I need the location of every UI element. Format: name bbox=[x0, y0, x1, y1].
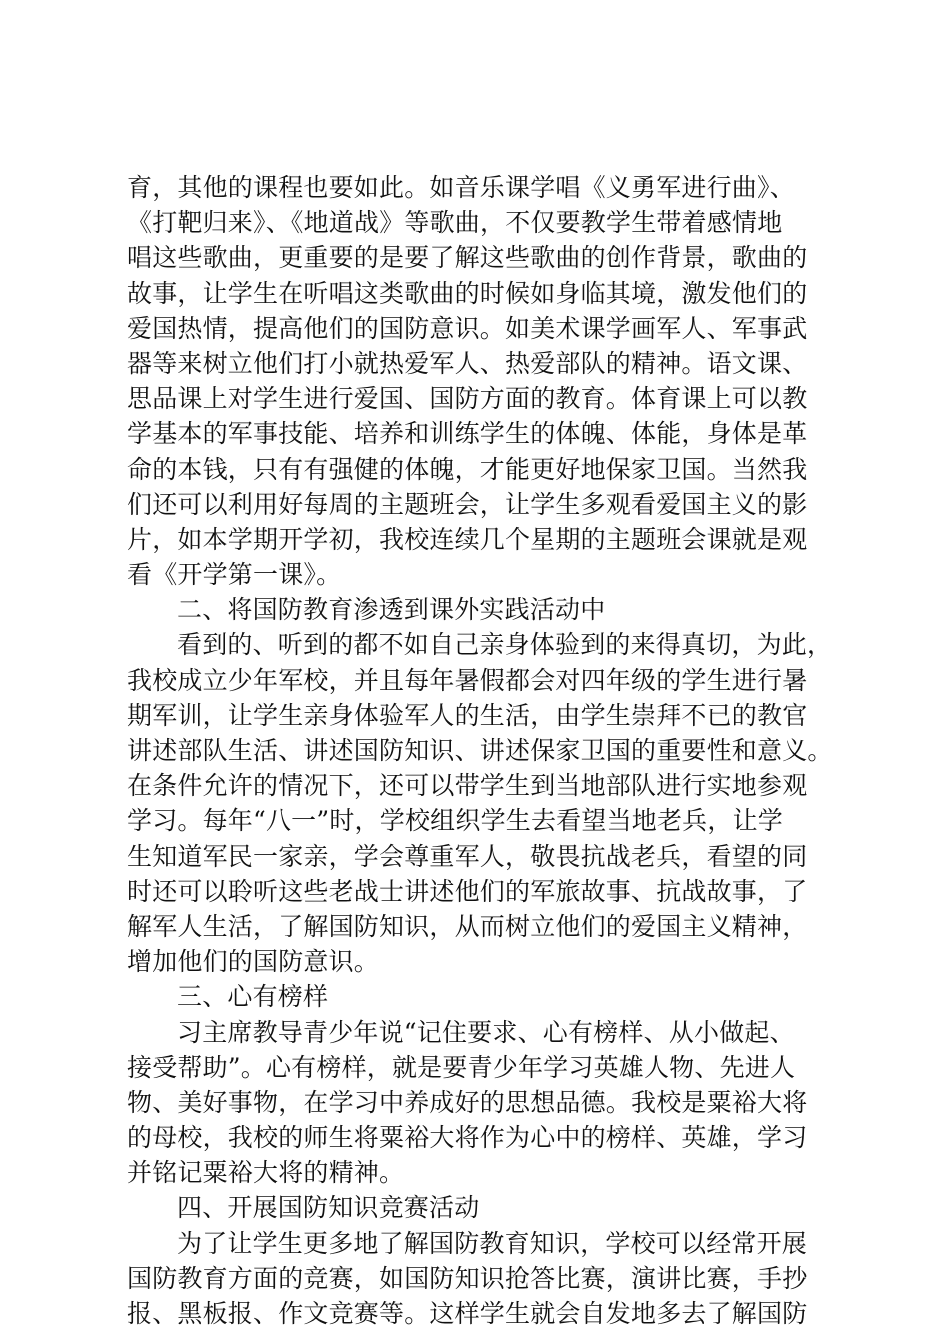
paragraph-line: 唱这些歌曲，更重要的是要了解这些歌曲的创作背景，歌曲的 bbox=[127, 243, 808, 273]
paragraph-line: 物、美好事物，在学习中养成好的思想品德。我校是粟裕大将 bbox=[127, 1087, 808, 1117]
paragraph-line-indented: 为了让学生更多地了解国防教育知识，学校可以经常开展 bbox=[177, 1228, 808, 1258]
paragraph-line-indented: 二、将国防教育渗透到课外实践活动中 bbox=[177, 595, 606, 625]
paragraph-line-indented: 看到的、听到的都不如自己亲身体验到的来得真切，为此， bbox=[177, 630, 833, 660]
paragraph-line: 时还可以聆听这些老战士讲述他们的军旅故事、抗战故事，了 bbox=[127, 876, 808, 906]
paragraph-line: 片，如本学期开学初，我校连续几个星期的主题班会课就是观 bbox=[127, 524, 808, 554]
paragraph-line: 《打靶归来》、《地道战》等歌曲，不仅要教学生带着感情地 bbox=[127, 208, 783, 238]
paragraph-line-indented: 三、心有榜样 bbox=[177, 982, 329, 1012]
paragraph-line: 学习。每年“八一”时，学校组织学生去看望当地老兵，让学 bbox=[127, 806, 783, 836]
paragraph-line: 生知道军民一家亲，学会尊重军人，敬畏抗战老兵，看望的同 bbox=[127, 841, 808, 871]
paragraph-line: 看《开学第一课》。 bbox=[127, 560, 342, 590]
paragraph-line: 增加他们的国防意识。 bbox=[127, 947, 380, 977]
paragraph-line: 命的本钱，只有有强健的体魄，才能更好地保家卫国。当然我 bbox=[127, 454, 808, 484]
paragraph-line: 学基本的军事技能、培养和训练学生的体魄、体能，身体是革 bbox=[127, 419, 808, 449]
paragraph-line: 讲述部队生活、讲述国防知识、讲述保家卫国的重要性和意义。 bbox=[127, 736, 833, 765]
paragraph-line: 接受帮助”。心有榜样，就是要青少年学习英雄人物、先进人 bbox=[127, 1052, 796, 1082]
paragraph-line: 育，其他的课程也要如此。如音乐课学唱《义勇军进行曲》、 bbox=[127, 173, 795, 202]
paragraph-line: 爱国热情，提高他们的国防意识。如美术课学画军人、军事武 bbox=[127, 313, 808, 343]
paragraph-line: 们还可以利用好每周的主题班会，让学生多观看爱国主义的影 bbox=[127, 489, 808, 519]
paragraph-line: 的母校，我校的师生将粟裕大将作为心中的榜样、英雄，学习 bbox=[127, 1123, 808, 1153]
paragraph-line: 器等来树立他们打小就热爱军人、热爱部队的精神。语文课、 bbox=[127, 348, 808, 378]
paragraph-line-indented: 四、开展国防知识竞赛活动 bbox=[177, 1193, 480, 1223]
paragraph-line-indented: 习主席教导青少年说“记住要求、心有榜样、从小做起、 bbox=[177, 1017, 795, 1047]
paragraph-line: 解军人生活，了解国防知识，从而树立他们的爱国主义精神， bbox=[127, 911, 808, 941]
paragraph-line: 期军训，让学生亲身体验军人的生活，由学生崇拜不已的教官 bbox=[127, 700, 808, 730]
paragraph-line: 并铭记粟裕大将的精神。 bbox=[127, 1158, 405, 1188]
body-text bbox=[127, 170, 847, 1331]
paragraph-line: 国防教育方面的竞赛，如国防知识抢答比赛，演讲比赛，手抄 bbox=[127, 1263, 808, 1293]
paragraph-line: 报、黑板报、作文竞赛等。这样学生就会自发地多去了解国防 bbox=[127, 1299, 808, 1328]
paragraph-line: 故事，让学生在听唱这类歌曲的时候如身临其境，激发他们的 bbox=[127, 278, 808, 308]
paragraph-line: 思品课上对学生进行爱国、国防方面的教育。体育课上可以教 bbox=[127, 384, 808, 414]
paragraph-line: 在条件允许的情况下，还可以带学生到当地部队进行实地参观 bbox=[127, 771, 808, 801]
paragraph-line: 我校成立少年军校，并且每年暑假都会对四年级的学生进行暑 bbox=[127, 665, 808, 695]
